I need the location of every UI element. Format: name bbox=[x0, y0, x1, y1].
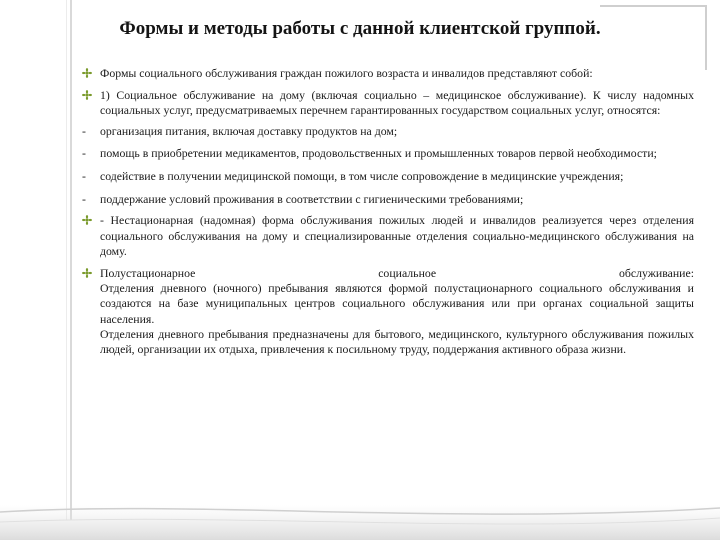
sun-flower-bullet-icon bbox=[82, 268, 92, 278]
list-item bbox=[80, 146, 694, 161]
list-item bbox=[80, 192, 694, 207]
sun-flower-bullet-icon bbox=[82, 90, 92, 100]
item-text-continued: Отделения дневного пребывания предназначены для бытового, медицинского, культурного обслуживания пожилых людей, организации их отдыха, привлечения к посильному труду, поддержания активного образа жизни. bbox=[100, 326, 694, 357]
dash-marker: - bbox=[82, 192, 86, 207]
content-body bbox=[80, 66, 694, 357]
dash-marker: - bbox=[82, 145, 86, 160]
dash-marker: - bbox=[82, 169, 86, 184]
page-title: Формы и методы работы с данной клиентской группой. bbox=[119, 18, 601, 39]
item-lead: Полустационарное социальное обслуживание: bbox=[100, 266, 694, 281]
item-text: помощь в приобретении медикаментов, продовольственных и промышленных товаров первой необходимости; bbox=[100, 145, 657, 160]
item-text: организация питания, включая доставку продуктов на дом; bbox=[100, 123, 398, 138]
sun-flower-bullet-icon bbox=[82, 68, 92, 78]
list-item bbox=[80, 169, 694, 184]
list-item bbox=[80, 124, 694, 139]
item-text: - Нестационарная (надомная) форма обслуживания пожилых людей и инвалидов реализуется через отделения социального обслуживания на дому и специализированные отделения социально-медицинского обслуживания на дому. bbox=[100, 213, 694, 258]
dash-marker: - bbox=[82, 123, 86, 138]
item-text: 1) Социальное обслуживание на дому (включая социально – медицинское обслуживание). К числу надомных социальных услуг, предусматриваемых перечнем гарантированных государством социальных услуг, относятся: bbox=[100, 88, 694, 118]
sun-flower-bullet-icon bbox=[82, 215, 92, 225]
item-text: содействие в получении медицинской помощи, в том числе сопровождение в медицинские учреждения; bbox=[100, 169, 624, 184]
list-item bbox=[80, 66, 694, 81]
item-text: поддержание условий проживания в соответствии с гигиеническими требованиями; bbox=[100, 192, 524, 207]
list-item bbox=[80, 213, 694, 259]
list-item bbox=[80, 266, 694, 357]
item-text: Отделения дневного (ночного) пребывания являются формой полустационарного социального обслуживания и создаются на базе муниципальных центров социального обслуживания или при органах социальной защиты населения. bbox=[100, 281, 694, 326]
item-text: Формы социального обслуживания граждан пожилого возраста и инвалидов представляют собой: bbox=[100, 66, 593, 80]
list-item bbox=[80, 88, 694, 118]
